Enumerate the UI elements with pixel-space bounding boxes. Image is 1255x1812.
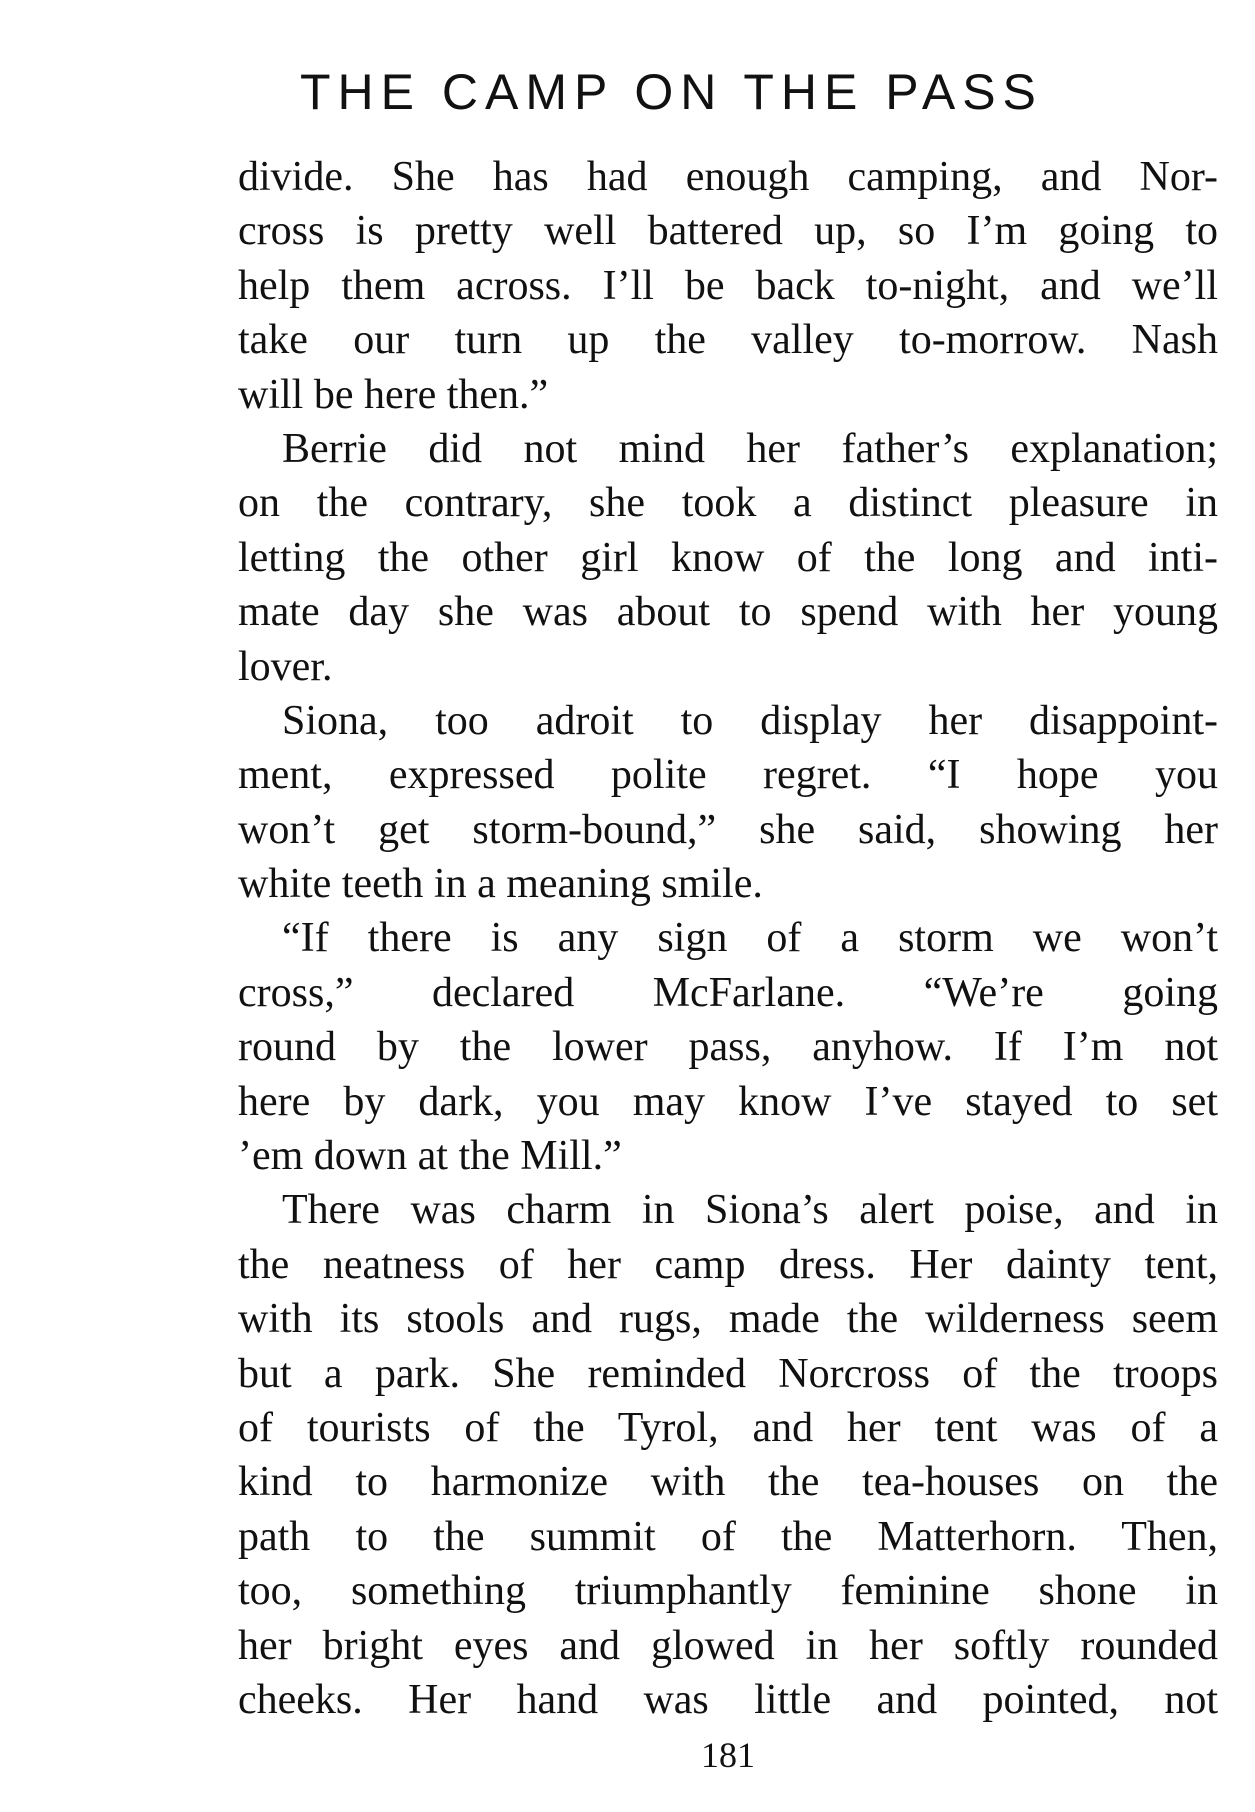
text-line: There was charm in Siona’s alert poise, and in [282,1187,1218,1234]
text-line: Siona, too adroit to display her disappoint- [282,697,1218,744]
text-line: path to the summit of the Matterhorn. Then, [238,1513,1218,1560]
text-line: letting the other girl know of the long and inti- [238,534,1218,581]
text-line: cross is pretty well battered up, so I’m going to [238,208,1218,255]
paragraph-1 [238,150,1218,422]
text-line: divide. She has had enough camping, and Nor- [238,154,1218,200]
text-line: kind to harmonize with the tea-houses on the [238,1459,1218,1506]
text-line: cross,” declared McFarlane. “We’re going [238,969,1218,1016]
text-line: of tourists of the Tyrol, and her tent was of a [238,1404,1218,1451]
text-line: will be here then.” [238,371,549,418]
text-line: cheeks. Her hand was little and pointed, not [238,1676,1218,1723]
text-line: but a park. She reminded Norcross of the troops [238,1350,1218,1397]
page-number: 181 [701,1735,755,1775]
text-line: mate day she was about to spend with her young [238,589,1218,636]
body-text [238,150,1218,1727]
text-line: round by the lower pass, anyhow. If I’m not [238,1024,1218,1071]
text-line: here by dark, you may know I’ve stayed to set [238,1078,1218,1125]
paragraph-3 [238,694,1218,912]
text-line: on the contrary, she took a distinct pleasure in [238,480,1218,527]
text-line: won’t get storm-bound,” she said, showing her [238,806,1218,853]
text-line: ment, expressed polite regret. “I hope you [238,752,1218,799]
text-line: too, something triumphantly feminine shone in [238,1568,1218,1615]
text-line: help them across. I’ll be back to-night, and we’ll [238,262,1218,309]
paragraph-4 [238,911,1218,1183]
text-line: lover. [238,643,333,690]
text-line: take our turn up the valley to-morrow. Nash [238,317,1218,364]
text-line: her bright eyes and glowed in her softly rounded [238,1622,1218,1669]
paragraph-5 [238,1183,1218,1727]
text-line: white teeth in a meaning smile. [238,861,763,908]
paragraph-2 [238,422,1218,694]
text-line: “If there is any sign of a storm we won’t [282,915,1218,962]
text-line: with its stools and rugs, made the wilderness seem [238,1296,1218,1343]
text-line: Berrie did not mind her father’s explanation; [282,425,1218,472]
running-head: THE CAMP ON THE PASS [300,64,1043,120]
text-line: ’em down at the Mill.” [238,1133,622,1180]
text-line: the neatness of her camp dress. Her dainty tent, [238,1241,1218,1288]
